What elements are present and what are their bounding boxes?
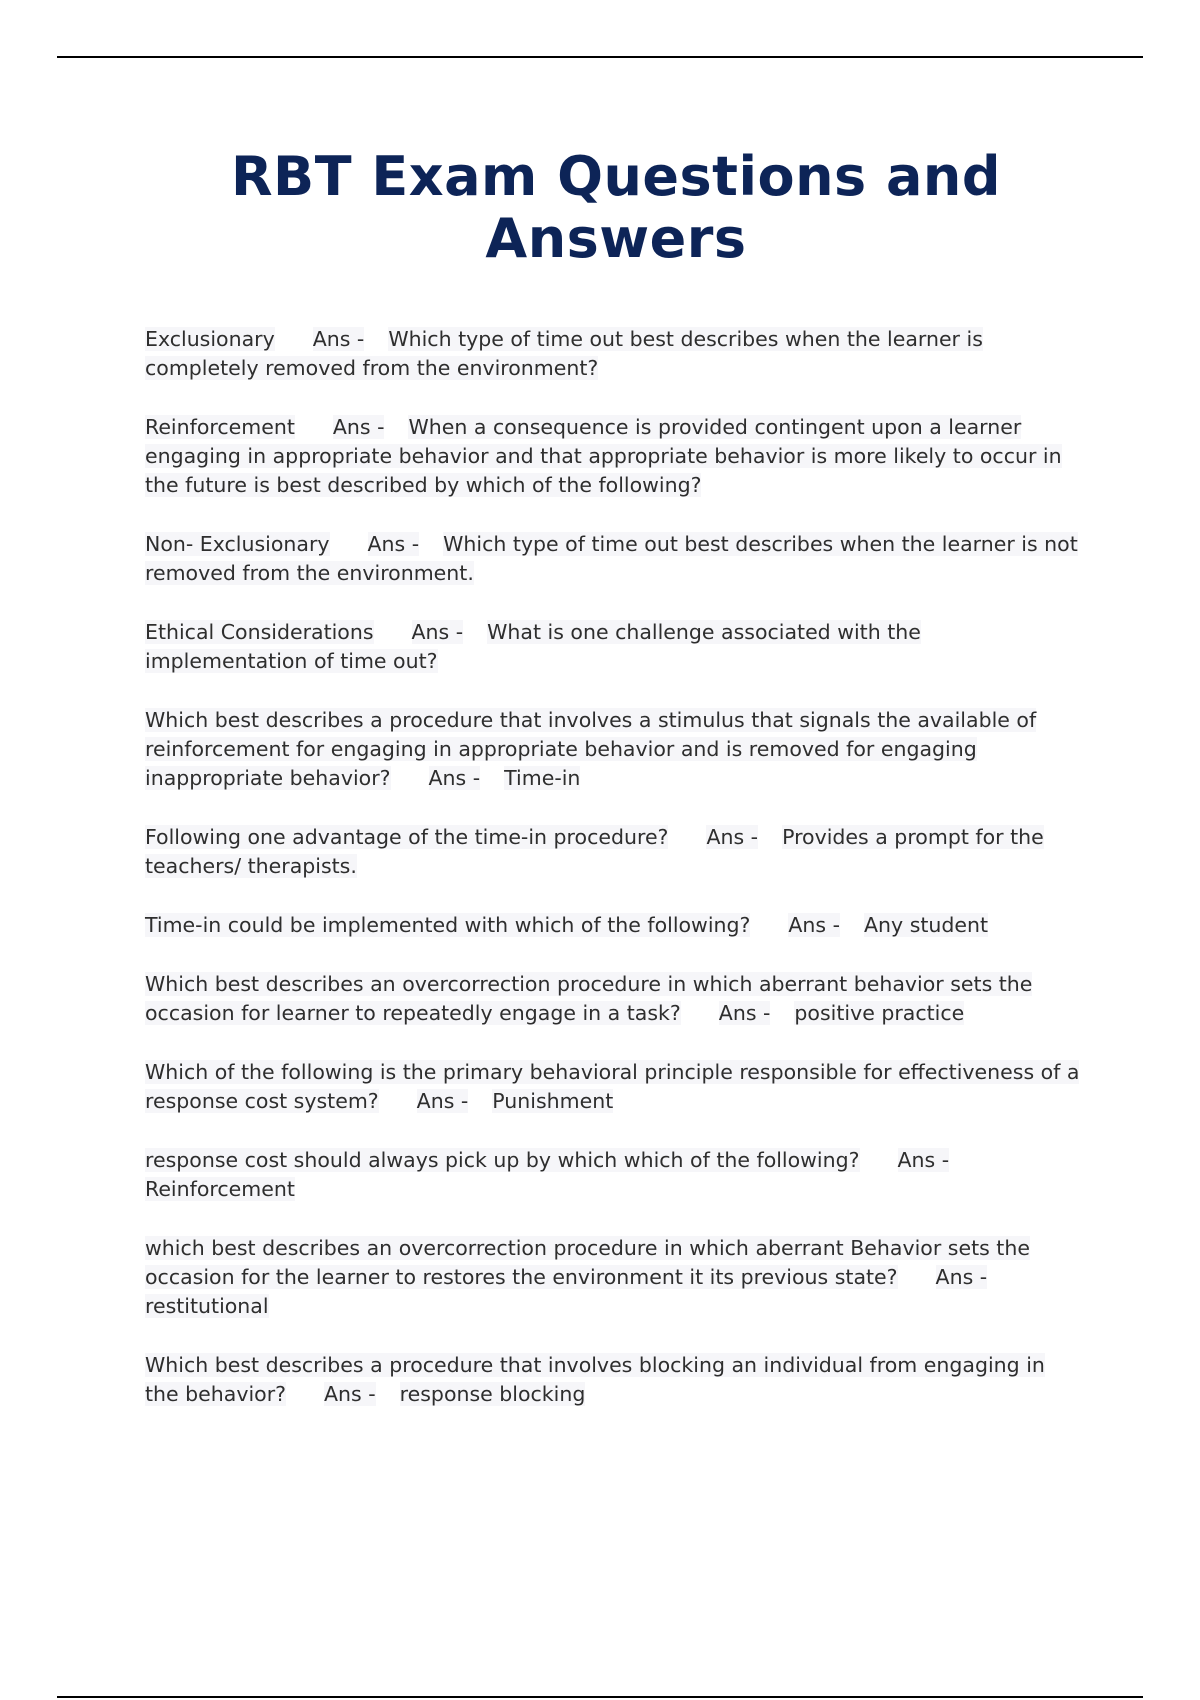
qa-before: Which best describes a procedure that involves a stimulus that signals the available of reinforcement for engaging in appropriate behavior and is removed for engaging inappropriate behavior? xyxy=(145,708,1037,790)
qa-before: Time-in could be implemented with which of the following? xyxy=(145,913,751,937)
qa-item xyxy=(145,970,1085,1028)
top-rule xyxy=(57,56,1143,58)
qa-before: Ethical Considerations xyxy=(145,620,374,644)
qa-before: response cost should always pick up by which which of the following? xyxy=(145,1148,860,1172)
qa-after: Provides a prompt for the teachers/ therapists. xyxy=(145,825,1044,878)
ans-marker: Ans - xyxy=(788,913,841,937)
qa-before: Which best describes a procedure that involves blocking an individual from engaging in the behavior? xyxy=(145,1353,1045,1406)
qa-item xyxy=(145,823,1085,881)
title-line-2: Answers xyxy=(485,207,747,270)
ans-marker: Ans - xyxy=(706,825,759,849)
ans-marker: Ans - xyxy=(411,620,464,644)
qa-item xyxy=(145,911,1085,940)
qa-item xyxy=(145,1234,1085,1321)
qa-after: Time-in xyxy=(504,766,581,790)
qa-item xyxy=(145,706,1085,793)
qa-item xyxy=(145,413,1085,500)
ans-marker: Ans - xyxy=(718,1001,771,1025)
qa-after: Punishment xyxy=(492,1089,614,1113)
qa-before: Following one advantage of the time-in procedure? xyxy=(145,825,669,849)
ans-marker: Ans - xyxy=(428,766,481,790)
ans-marker: Ans - xyxy=(935,1265,988,1289)
qa-item xyxy=(145,618,1085,676)
ans-marker: Ans - xyxy=(897,1148,950,1172)
qa-item xyxy=(145,530,1085,588)
ans-marker: Ans - xyxy=(312,327,365,351)
ans-marker: Ans - xyxy=(416,1089,469,1113)
qa-after: Which type of time out best describes when the learner is not removed from the environment. xyxy=(145,532,1078,585)
qa-after: Reinforcement xyxy=(145,1177,295,1201)
qa-before: Which best describes an overcorrection procedure in which aberrant behavior sets the occasion for learner to repeatedly engage in a task? xyxy=(145,972,1033,1025)
qa-after: Any student xyxy=(864,913,989,937)
qa-item xyxy=(145,325,1085,383)
qa-after: Which type of time out best describes when the learner is completely removed from the environment? xyxy=(145,327,983,380)
ans-marker: Ans - xyxy=(367,532,420,556)
qa-list xyxy=(145,325,1085,1439)
qa-before: Non- Exclusionary xyxy=(145,532,330,556)
qa-after: restitutional xyxy=(145,1294,269,1318)
bottom-rule xyxy=(57,1696,1143,1698)
qa-item xyxy=(145,1058,1085,1116)
ans-marker: Ans - xyxy=(332,415,385,439)
qa-before: Which of the following is the primary behavioral principle responsible for effectiveness of a response cost system? xyxy=(145,1060,1080,1113)
qa-after: What is one challenge associated with the implementation of time out? xyxy=(145,620,921,673)
title-line-1: RBT Exam Questions and xyxy=(230,145,1002,208)
qa-before: Reinforcement xyxy=(145,415,295,439)
qa-item xyxy=(145,1351,1085,1409)
document-title xyxy=(0,146,1200,270)
ans-marker: Ans - xyxy=(324,1382,376,1406)
qa-after: positive practice xyxy=(794,1001,965,1025)
qa-after: response blocking xyxy=(399,1382,586,1406)
qa-before: which best describes an overcorrection procedure in which aberrant Behavior sets the occasion for the learner to restores the environment it its previous state? xyxy=(145,1236,1030,1289)
qa-before: Exclusionary xyxy=(145,327,275,351)
qa-item xyxy=(145,1146,1085,1204)
qa-after: When a consequence is provided contingent upon a learner engaging in appropriate behavior and that appropriate behavior is more likely to occur in the future is best described by which of the following? xyxy=(145,415,1062,497)
